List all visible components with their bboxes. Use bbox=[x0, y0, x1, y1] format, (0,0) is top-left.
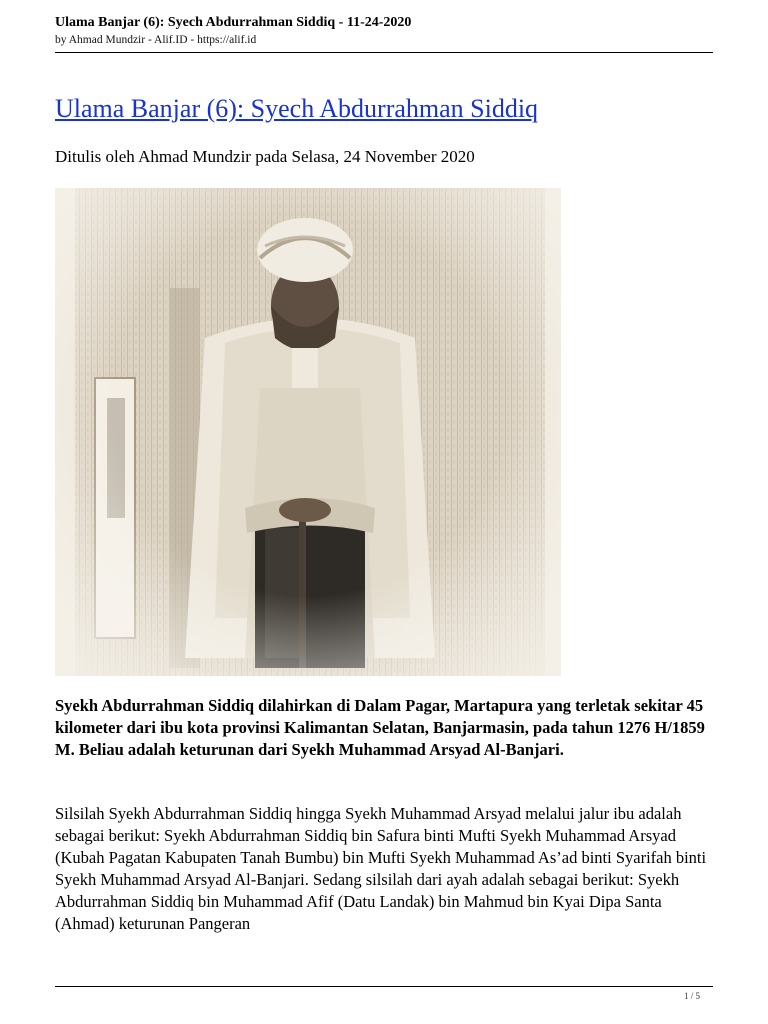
header-divider bbox=[55, 52, 713, 53]
lead-paragraph: Syekh Abdurrahman Siddiq dilahirkan di Dalam Pagar, Martapura yang terletak sekitar 45 kilometer dari ibu kota provinsi Kalimantan Selatan, Banjarmasin, pada tahun 1276 H/1859 M. Beliau adalah keturunan dari Syekh Muhammad Arsyad Al-Banjari. bbox=[55, 696, 705, 759]
article-byline: Ditulis oleh Ahmad Mundzir pada Selasa, 24 November 2020 bbox=[55, 147, 475, 166]
header-title: Ulama Banjar (6): Syech Abdurrahman Siddiq - 11-24-2020 bbox=[55, 15, 412, 30]
article-title-link[interactable]: Ulama Banjar (6): Syech Abdurrahman Siddiq bbox=[55, 94, 539, 123]
portrait-photo bbox=[55, 188, 561, 676]
footer-divider bbox=[55, 986, 713, 987]
header-subtitle: by Ahmad Mundzir - Alif.ID - https://alif.id bbox=[55, 34, 257, 46]
page-number: 1 / 5 bbox=[683, 991, 700, 1001]
body-paragraph: Silsilah Syekh Abdurrahman Siddiq hingga Syekh Muhammad Arsyad melalui jalur ibu adalah sebagai berikut: Syekh Abdurrahman Siddiq bin Safura binti Mufti Syekh Muhammad Arsyad (Kubah Pagatan Kabupaten Tanah Bumbu) bin Mufti Syekh Muhammad As’ad binti Syarifah binti Syekh Muhammad Arsyad Al-Banjari. Sedang silsilah dari ayah adalah sebagai berikut: Syekh Abdurrahman Siddiq bin Muhammad Afif (Datu Landak) bin Mahmud bin Kyai Dipa Santa (Ahmad) keturunan Pangeran bbox=[55, 804, 707, 933]
